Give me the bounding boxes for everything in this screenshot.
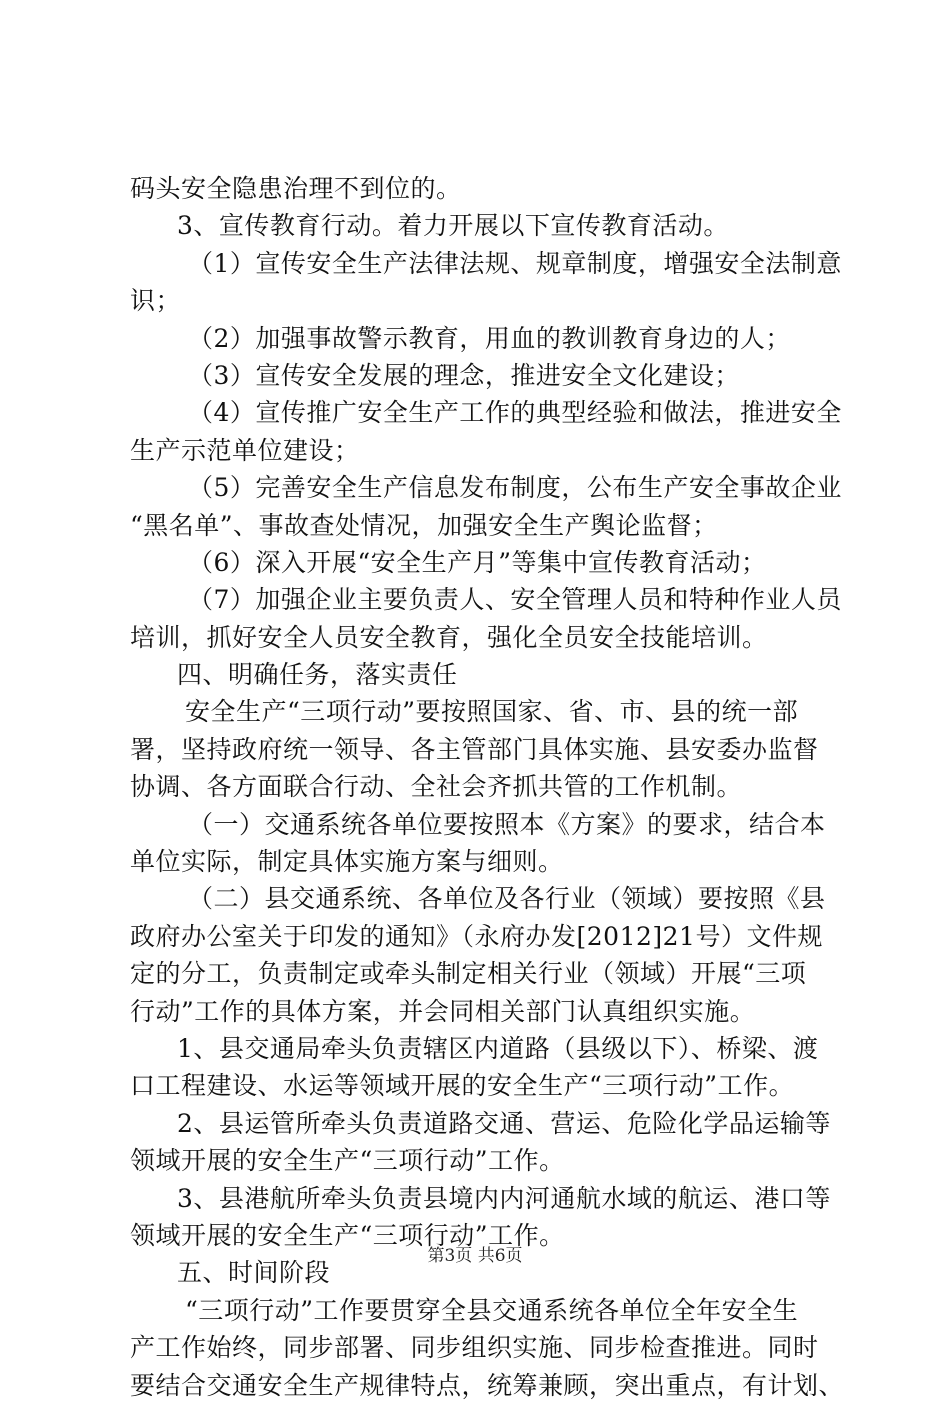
text-line: 单位实际，制定具体实施方案与细则。 bbox=[130, 847, 564, 877]
text-line: （一）交通系统各单位要按照本《方案》的要求，结合本 bbox=[188, 809, 826, 839]
section-heading: 四、明确任务，落实责任 bbox=[177, 660, 458, 690]
text-line: “三项行动”工作要贯穿全县交通系统各单位全年安全生 bbox=[185, 1295, 799, 1325]
document-body bbox=[130, 170, 845, 1404]
text-line: （1）宣传安全生产法律法规、规章制度，增强安全法制意 bbox=[188, 248, 842, 278]
text-line: 署，坚持政府统一领导、各主管部门具体实施、县安委办监督 bbox=[130, 734, 819, 764]
text-line: 识； bbox=[130, 286, 182, 316]
text-line: （6）深入开展“安全生产月”等集中宣传教育活动； bbox=[188, 547, 767, 577]
text-line: 定的分工，负责制定或牵头制定相关行业（领域）开展“三项 bbox=[130, 959, 807, 989]
text-line: （二）县交通系统、各单位及各行业（领域）要按照《县 bbox=[188, 884, 826, 914]
text-line: （4）宣传推广安全生产工作的典型经验和做法，推进安全 bbox=[188, 398, 842, 428]
text-line: 培训，抓好安全人员安全教育，强化全员安全技能培训。 bbox=[130, 622, 768, 652]
text-line: 生产示范单位建设； bbox=[130, 435, 360, 465]
text-line: 领域开展的安全生产“三项行动”工作。 bbox=[130, 1146, 565, 1176]
text-line: 3、县港航所牵头负责县境内内河通航水域的航运、港口等 bbox=[177, 1183, 831, 1213]
text-line: 码头安全隐患治理不到位的。 bbox=[130, 174, 462, 203]
text-line: “黑名单”、事故查处情况，加强安全生产舆论监督； bbox=[130, 510, 718, 540]
text-line: 产工作始终，同步部署、同步组织实施、同步检查推进。同时 bbox=[130, 1333, 819, 1363]
text-line: 3、宣传教育行动。着力开展以下宣传教育活动。 bbox=[177, 211, 729, 241]
text-line: 安全生产“三项行动”要按照国家、省、市、县的统一部 bbox=[185, 697, 799, 727]
text-line: （5）完善安全生产信息发布制度，公布生产安全事故企业 bbox=[188, 473, 842, 503]
text-line: 行动”工作的具体方案，并会同相关部门认真组织实施。 bbox=[130, 996, 756, 1026]
text-line: （2）加强事故警示教育，用血的教训教育身边的人； bbox=[188, 323, 791, 353]
text-line: （3）宣传安全发展的理念，推进安全文化建设； bbox=[188, 360, 740, 390]
text-line: 1、县交通局牵头负责辖区内道路（县级以下）、桥梁、渡 bbox=[177, 1033, 819, 1063]
text-line: 2、县运管所牵头负责道路交通、营运、危险化学品运输等 bbox=[177, 1108, 831, 1138]
section-heading: 五、时间阶段 bbox=[177, 1258, 331, 1288]
page-number-footer: 第3页 共6页 bbox=[427, 1246, 523, 1266]
text-line: 要结合交通安全生产规律特点，统筹兼顾，突出重点，有计划、 bbox=[130, 1370, 845, 1400]
text-line: 口工程建设、水运等领域开展的安全生产“三项行动”工作。 bbox=[130, 1071, 795, 1101]
text-line: 政府办公室关于印发的通知》（永府办发[2012]21号）文件规 bbox=[130, 921, 823, 951]
text-line: （7）加强企业主要负责人、安全管理人员和特种作业人员 bbox=[188, 585, 842, 615]
text-line: 协调、各方面联合行动、全社会齐抓共管的工作机制。 bbox=[130, 772, 743, 802]
text-line: 领域开展的安全生产“三项行动”工作。 bbox=[130, 1220, 565, 1250]
